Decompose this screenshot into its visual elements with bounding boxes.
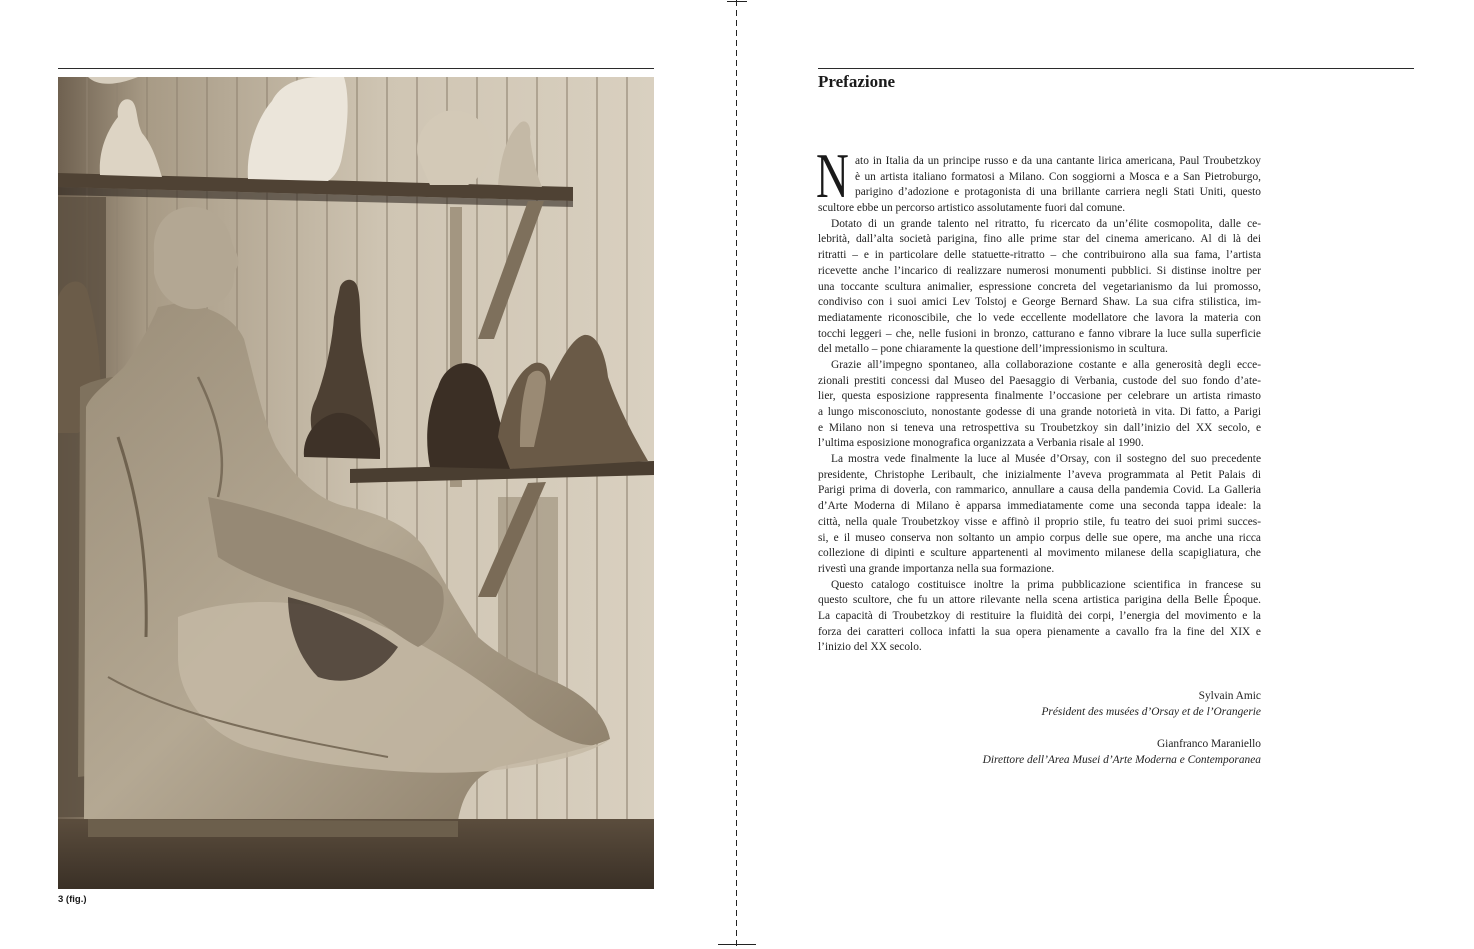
signature-role: Président des musées d’Orsay et de l’Orangerie [1041, 705, 1261, 718]
text-line: collezione di dipinti e sculture appartenenti al movimento milanese della scapigliatura, che [818, 547, 1261, 560]
signature-spacer [818, 720, 1261, 737]
text-line: zionali prestiti concessi dal Museo del Paesaggio di Verbania, custode del suo fondo d’ate- [818, 374, 1261, 387]
left-page-top-rule [58, 68, 654, 69]
text-line: tocchi leggeri – che, nelle fusioni in bronzo, catturano e fanno vibrare la luce sulla superficie [818, 327, 1261, 340]
text-line: ritratti – e in particolare delle statuette-ritratto – che contribuirono alla sua fama, l’artista [818, 249, 1261, 262]
text-line: condiviso con i suoi amici Lev Tolstoj e George Bernard Shaw. La sua cifra stilistica, im- [818, 296, 1261, 309]
text-line: è un artista italiano formatosi a Milano. Con soggiorni a Mosca e a San Pietroburgo, [855, 170, 1261, 183]
studio-floor [58, 819, 654, 889]
text-line: si, e il museo conserva non soltanto un ampio corpus delle sue opere, ma anche una ricca [818, 531, 1261, 544]
drop-cap: N [816, 141, 849, 211]
text-line: ato in Italia da un principe russo e da una cantante lirica americana, Paul Troubetzkoy [855, 155, 1261, 167]
figure-caption: 3 (fig.) [58, 894, 87, 905]
preface-paragraph [818, 358, 1261, 452]
text-line: Dotato di un grande talento nel ritratto, fu ricercato da un’élite cosmopolita, dalle ce- [831, 217, 1261, 230]
signature-name: Sylvain Amic [1198, 690, 1261, 702]
text-line: La mostra vede finalmente la luce al Musée d’Orsay, con il sostegno del suo precedente [831, 453, 1261, 466]
text-line: parigino d’adozione e protagonista di una brillante carriera negli Stati Uniti, questo [855, 186, 1261, 199]
text-line: forza dei caratteri colloca infatti la sua opera pienamente a cavallo fra la fine del XIX e [818, 625, 1261, 638]
preface-paragraph [818, 578, 1261, 656]
signature-role: Direttore dell’Area Musei d’Arte Moderna e Contemporanea [982, 753, 1261, 766]
text-line: rivestì una grande importanza nella sua formazione. [818, 562, 1055, 575]
fold-bottom-mark [718, 944, 756, 945]
text-line: La capacità di Troubetzkoy di restituire la fluidità dei corpi, l’energia del movimento e la [818, 609, 1261, 622]
fold-top-mark [727, 1, 747, 2]
text-line: lier, questa esposizione rappresenta finalmente l’occasione per celebrare un artista rimasto [818, 390, 1261, 403]
text-line: a lungo misconosciuto, nonostante godesse di una grande notorietà in vita. Di fatto, a Parigi [818, 406, 1261, 418]
signatures [818, 689, 1261, 768]
text-line: l’inizio del XX secolo. [818, 641, 922, 654]
text-line: l’ultima esposizione monografica organizzata a Verbania risale al 1990. [818, 437, 1144, 450]
text-line: d’Arte Moderna di Milano è apparsa immediatamente come una seconda tappa ideale: la [818, 500, 1261, 513]
text-line: e Milano non si teneva una retrospettiva su Troubetzkoy sin dall’inizio del XX secolo, e [818, 421, 1261, 434]
text-line: una toccante scultura animalier, espressione concreta del vegetarianismo da lui promosso, [818, 280, 1261, 293]
text-line: Questo catalogo costituisce inoltre la prima pubblicazione scientifica in francese su [831, 578, 1261, 591]
preface-paragraph [818, 452, 1261, 578]
right-page-top-rule [818, 68, 1414, 69]
signature-name: Gianfranco Maraniello [1156, 738, 1261, 750]
page-fold-dashed-line [736, 0, 737, 949]
preface-paragraph [818, 217, 1261, 358]
studio-photograph [58, 77, 654, 889]
text-line: questo scultore, che fu un attore rilevante nella scena artistica parigina della Belle Époque. [818, 594, 1261, 607]
text-line: ricevette anche l’incarico di realizzare numerosi monumenti pubblici. Si distinse inoltre per [818, 264, 1261, 277]
preface-paragraph [818, 154, 1261, 217]
text-line: Parigi prima di doverla, con rammarico, annullare a causa della pandemia Covid. La Galleria [818, 484, 1261, 497]
page-title: Prefazione [818, 72, 896, 91]
text-line: lebrità, dall’alta società parigina, fino alle prime star del cinema americano. Al di là dei [818, 233, 1261, 246]
text-line: città, nella quale Troubetzkoy visse e affinò il proprio stile, fu teatro dei suoi primi succes- [818, 515, 1261, 528]
text-line: Grazie all’impegno spontaneo, alla collaborazione costante e alla generosità degli ecce- [831, 358, 1261, 371]
text-line: presidente, Christophe Leribault, che inizialmente l’aveva programmata al Petit Palais di [818, 468, 1261, 481]
studio-photograph-image [58, 77, 654, 889]
preface-body [816, 141, 1261, 656]
text-line: del metallo – pone chiaramente la questione dell’impressionismo in scultura. [818, 343, 1168, 356]
text-line: mediatamente riconoscibile, che lo vede eccellente modellatore che lavora la materia con [818, 311, 1261, 324]
text-line: scultore ebbe un percorso artistico assolutamente fuori dal comune. [818, 202, 1126, 215]
